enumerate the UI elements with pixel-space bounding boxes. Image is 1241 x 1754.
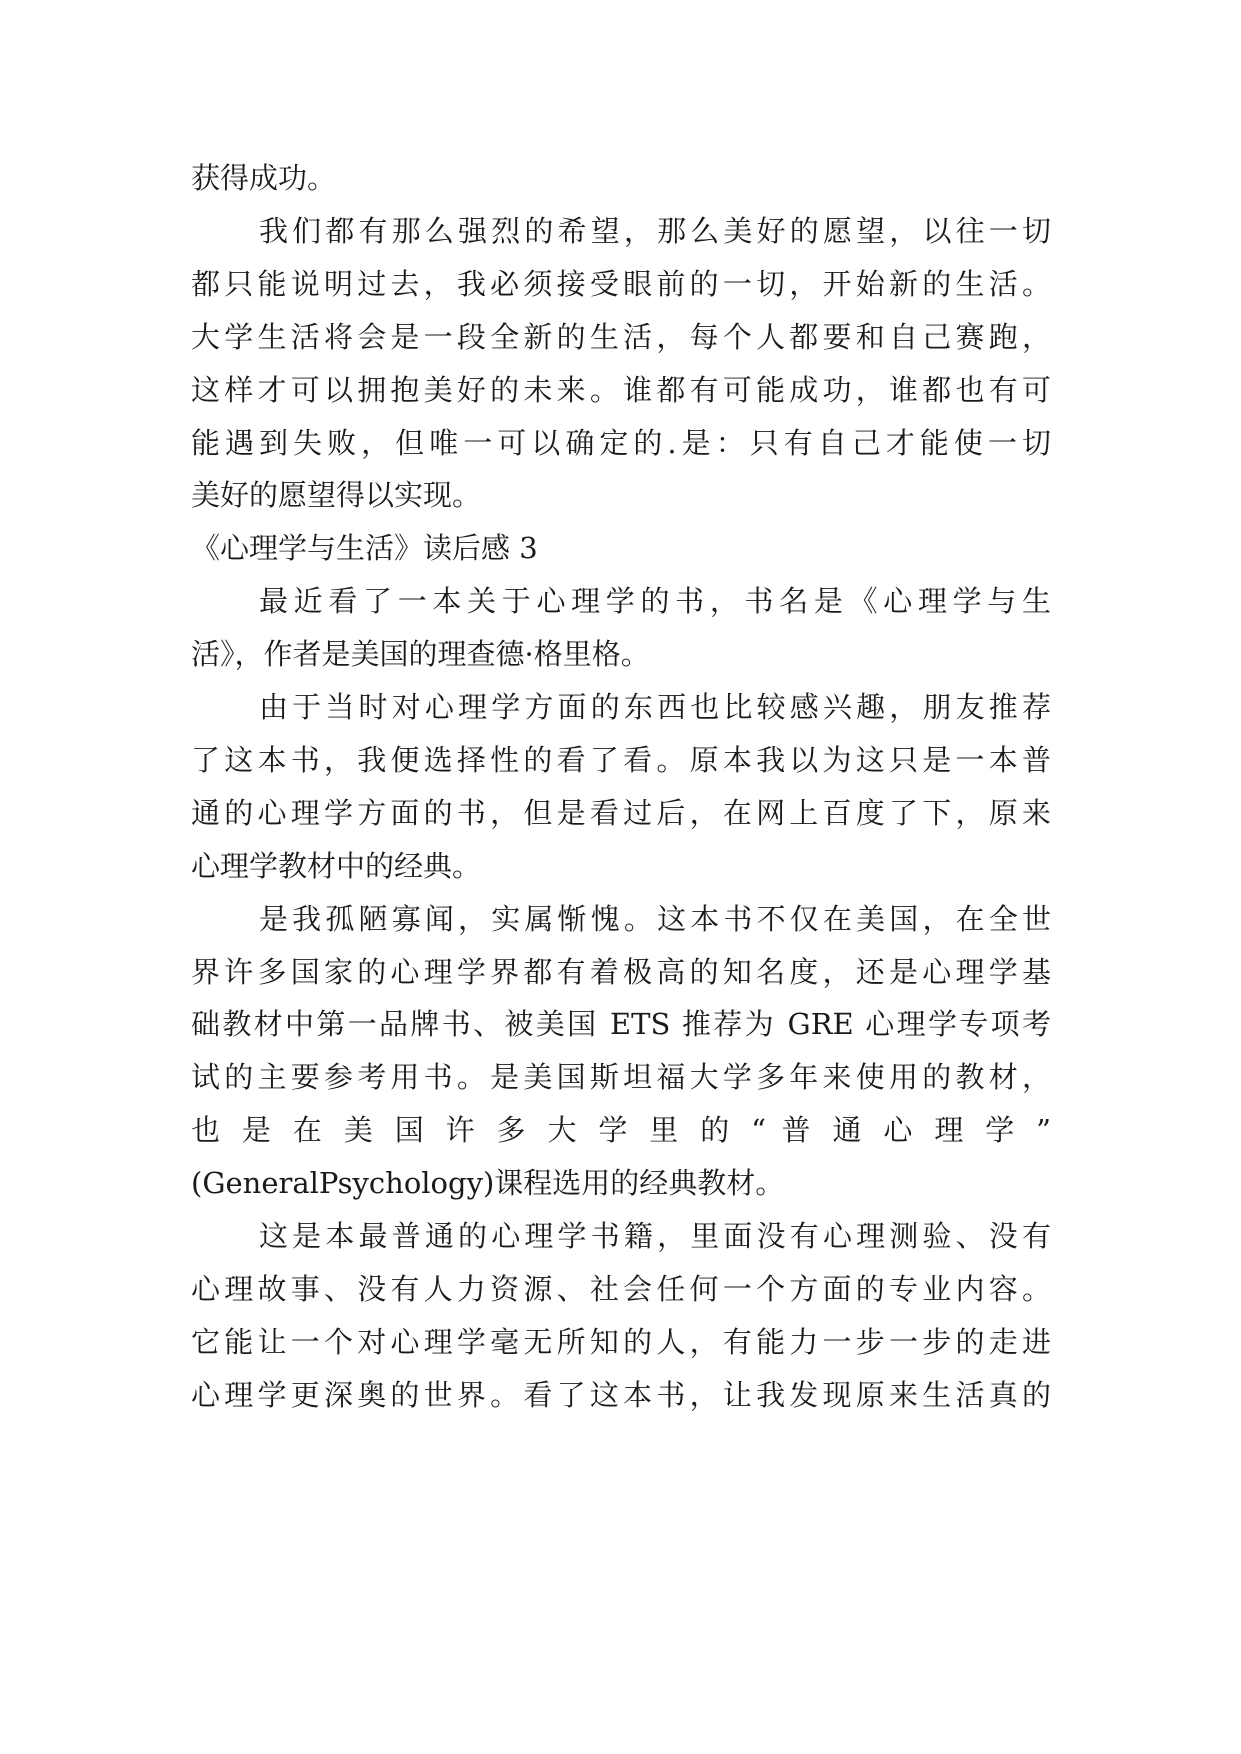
text-line: (GeneralPsychology)课程选用的经典教材。 — [191, 1166, 785, 1201]
text-line: 础教材中第一品牌书、被美国 ETS 推荐为 GRE 心理学专项考 — [191, 1007, 1051, 1042]
text-line: 也 是 在 美 国 许 多 大 学 里 的 “ 普 通 心 理 学 ” — [191, 1113, 1051, 1148]
text-line: 通的心理学方面的书，但是看过后，在网上百度了下，原来 — [191, 795, 1051, 830]
text-line: 是我孤陋寡闻，实属惭愧。这本书不仅在美国，在全世 — [259, 901, 1051, 936]
text-line: 能遇到失败，但唯一可以确定的.是：只有自己才能使一切 — [191, 425, 1051, 460]
text-line: 这是本最普通的心理学书籍，里面没有心理测验、没有 — [259, 1219, 1051, 1253]
text-line: 大学生活将会是一段全新的生活，每个人都要和自己赛跑， — [191, 319, 1051, 354]
text-line: 活》，作者是美国的理查德·格里格。 — [191, 637, 650, 672]
text-line: 获得成功。 — [191, 161, 337, 195]
text-line: 这样才可以拥抱美好的未来。谁都有可能成功，谁都也有可 — [191, 372, 1051, 407]
text-line: 都只能说明过去，我必须接受眼前的一切，开始新的生活。 — [191, 266, 1051, 301]
text-line: 界许多国家的心理学界都有着极高的知名度，还是心理学基 — [191, 954, 1051, 989]
text-line: 《心理学与生活》读后感 3 — [191, 531, 538, 566]
text-line: 由于当时对心理学方面的东西也比较感兴趣，朋友推荐 — [259, 690, 1051, 724]
text-line: 心理学更深奥的世界。看了这本书，让我发现原来生活真的 — [191, 1377, 1051, 1412]
text-line: 心理故事、没有人力资源、社会任何一个方面的专业内容。 — [191, 1271, 1051, 1306]
text-line: 试的主要参考用书。是美国斯坦福大学多年来使用的教材， — [191, 1060, 1051, 1095]
text-line: 心理学教材中的经典。 — [191, 848, 482, 883]
text-line: 了这本书，我便选择性的看了看。原本我以为这只是一本普 — [191, 742, 1051, 777]
text-line: 美好的愿望得以实现。 — [191, 478, 482, 513]
text-line: 最近看了一本关于心理学的书，书名是《心理学与生 — [259, 584, 1051, 619]
text-line: 我们都有那么强烈的希望，那么美好的愿望，以往一切 — [259, 213, 1051, 248]
text-line: 它能让一个对心理学毫无所知的人，有能力一步一步的走进 — [191, 1324, 1051, 1359]
